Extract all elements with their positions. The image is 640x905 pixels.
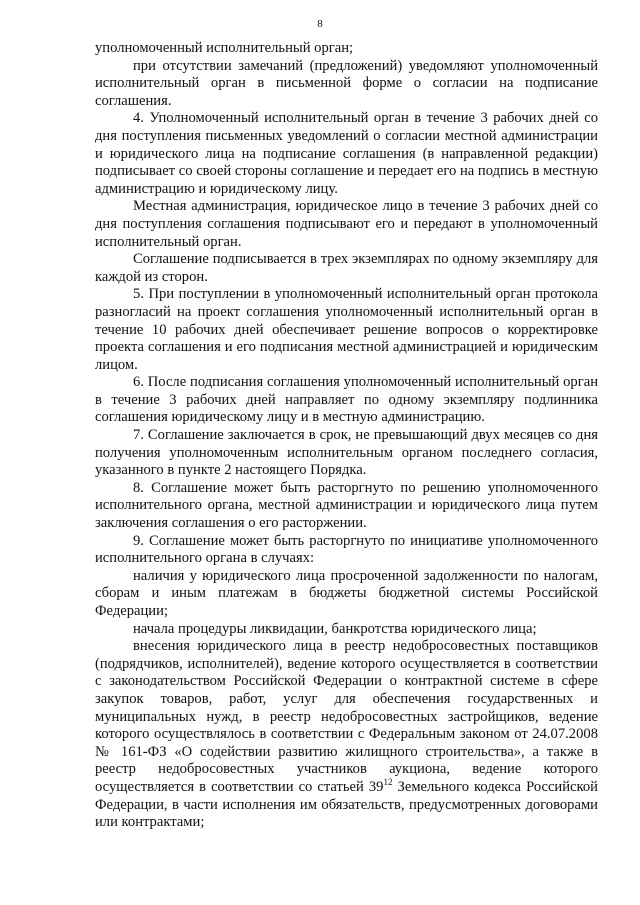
- paragraph-no-remarks: при отсутствии замечаний (предложений) уведомляют уполномоченный исполнительный орган в письменной форме о согласии на подписание соглашения.: [95, 57, 598, 109]
- paragraph-item-5: 5. При поступлении в уполномоченный исполнительный орган протокола разногласий на проект соглашения уполномоченный исполнительный орган в течение 10 рабочих дней обеспечивает решение вопросов о корректировке проекта соглашения и его подписания местной администрацией и юридическим лицом.: [95, 286, 598, 373]
- registry-text-part-1: внесения юридического лица в реестр недобросовестных поставщиков (подрядчиков, исполнителей), ведение которого осуществляется в соответствии с законодательством Российской Федерации о контрактной системе в сфере закупок товаров, работ, услуг для обеспечения государственных и муниципальных нужд, в реестр недобросовестных застройщиков, ведение которого осуществлялось в соответствии с Федеральным законом от 24.07.2008 № 161-ФЗ «О содействии развитию жилищного строительства», а также в реестр недобросовестных участников аукциона, ведение которого осуществляется в соответствии со статьей 39: [95, 638, 598, 795]
- registry-text-part-2: Земельного кодекса Российской Федерации, в части исполнения им обязательств, предусмотренных договорами или контрактами;: [95, 778, 598, 831]
- paragraph-item-4: 4. Уполномоченный исполнительный орган в течение 3 рабочих дней со дня поступления письменных уведомлений о согласии местной администрации и юридического лица на подписание соглашения (в направленной редакции) подписывает со своей стороны соглашение и передает его на подпись в местную администрацию и юридическому лицу.: [95, 110, 598, 197]
- paragraph-three-copies: Соглашение подписывается в трех экземплярах по одному экземпляру для каждой из сторон.: [95, 251, 598, 285]
- article-superscript: 12: [383, 777, 393, 788]
- paragraph-liquidation: начала процедуры ликвидации, банкротства юридического лица;: [133, 620, 537, 637]
- paragraph-item-6: 6. После подписания соглашения уполномоченный исполнительный орган в течение 3 рабочих дней направляет по одному экземпляру подлинника соглашения юридическому лицу и в местную администрацию.: [95, 374, 598, 426]
- paragraph-continuation: уполномоченный исполнительный орган;: [95, 40, 354, 56]
- page-number: 8: [317, 18, 323, 30]
- paragraph-item-9: 9. Соглашение может быть расторгнуто по инициативе уполномоченного исполнительного органа в случаях:: [95, 532, 598, 567]
- paragraph-item-8: 8. Соглашение может быть расторгнуто по решению уполномоченного исполнительного органа, местной администрации и юридического лица путем заключения соглашения о его расторжении.: [95, 479, 598, 532]
- paragraph-unfair-suppliers-registry: [95, 638, 598, 832]
- document-body: [95, 40, 598, 832]
- paragraph-item-7: 7. Соглашение заключается в срок, не превышающий двух месяцев со дня получения уполномоченным исполнительным органом последнего согласия, указанного в пункте 2 настоящего Порядка.: [95, 427, 598, 479]
- paragraph-tax-debt: наличия у юридического лица просроченной задолженности по налогам, сборам и иным платежам в бюджеты бюджетной системы Российской Федерации;: [95, 567, 598, 619]
- paragraph-local-administration-signing: Местная администрация, юридическое лицо в течение 3 рабочих дней со дня поступления соглашения подписывают его и передают в уполномоченный исполнительный орган.: [95, 198, 598, 250]
